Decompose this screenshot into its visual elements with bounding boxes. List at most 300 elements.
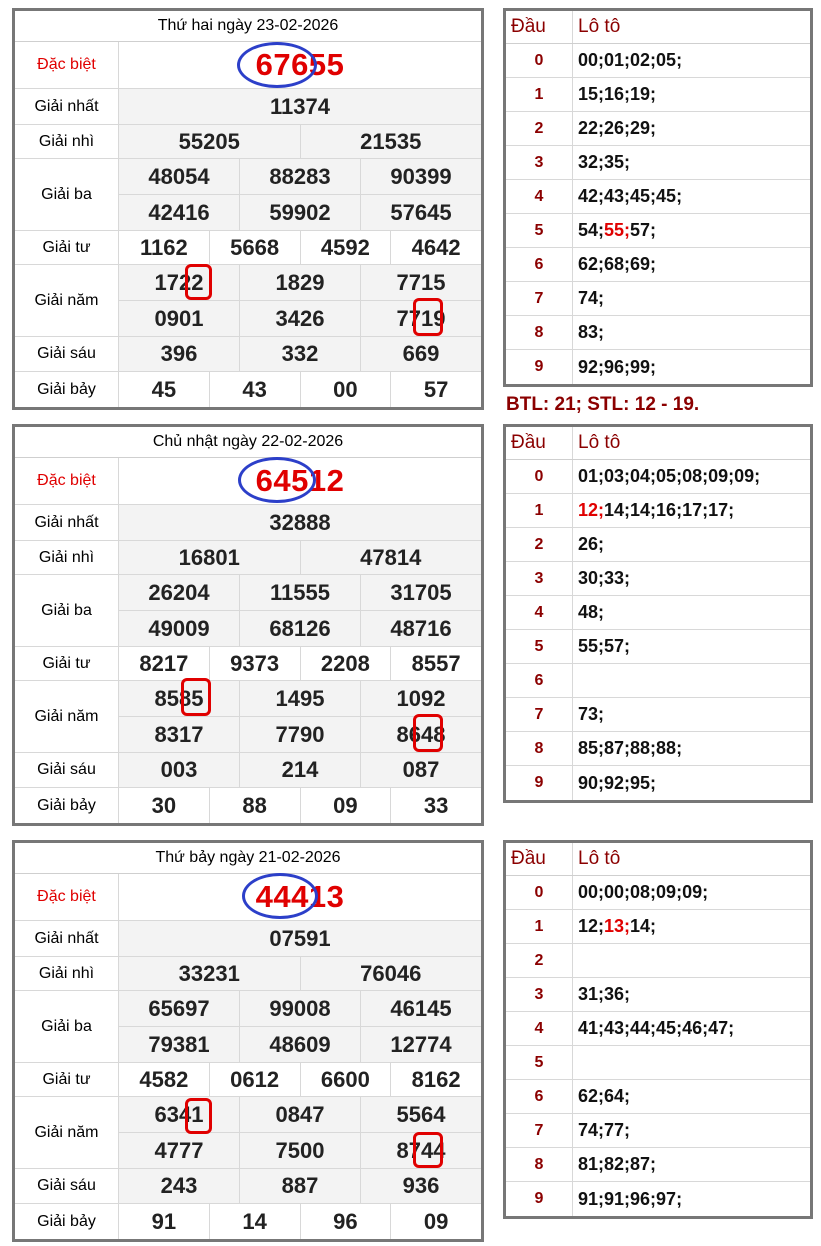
loto-table (503, 840, 813, 1219)
loto-values (573, 78, 810, 111)
prize-label: Giải ba (15, 575, 119, 646)
loto-value: 62; (578, 254, 605, 274)
loto-head-digit: 6 (506, 664, 573, 697)
prize-row-g3 (15, 575, 481, 647)
loto-header-row (506, 11, 810, 44)
loto-row (506, 248, 810, 282)
loto-value: 03; (604, 466, 631, 486)
loto-row (506, 1148, 810, 1182)
loto-value: 19; (630, 84, 657, 104)
prize-row-g1 (15, 921, 481, 957)
loto-values (573, 350, 810, 384)
loto-special-value: 13; (604, 916, 631, 936)
loto-value: 08; (682, 466, 709, 486)
draw-date-title: Thứ hai ngày 23-02-2026 (15, 11, 481, 42)
loto-value: 05; (656, 466, 683, 486)
loto-value: 14; (630, 916, 657, 936)
special-prize-number: 44413 (255, 879, 345, 914)
prize-number: 1495 (239, 681, 360, 716)
loto-row (506, 350, 810, 384)
prize-label: Giải năm (15, 1097, 119, 1168)
loto-value: 09; (656, 882, 683, 902)
loto-row (506, 1012, 810, 1046)
prize-number: 1162 (140, 234, 188, 260)
prize-row-db (15, 458, 481, 505)
prize-label: Đặc biệt (15, 42, 119, 88)
loto-row (506, 732, 810, 766)
prize-values (119, 1169, 481, 1203)
loto-value: 92; (604, 772, 631, 793)
loto-value: 83; (578, 322, 605, 342)
loto-value: 54; (578, 220, 605, 240)
loto-header-dau: Đầu (506, 427, 573, 459)
draw-date-title: Chủ nhật ngày 22-02-2026 (15, 427, 481, 458)
prize-values (119, 1097, 481, 1168)
loto-value: 43; (604, 1018, 631, 1038)
loto-values (573, 1114, 810, 1147)
loto-value: 96; (604, 356, 631, 377)
loto-value: 09; (734, 466, 761, 486)
prize-number: 33 (390, 788, 481, 823)
prize-number: 09 (300, 788, 391, 823)
prize-line (119, 1204, 481, 1239)
draw-date-title: Thứ bảy ngày 21-02-2026 (15, 843, 481, 874)
loto-value: 29; (630, 118, 657, 138)
loto-values (573, 1182, 810, 1216)
loto-value: 32; (578, 152, 605, 172)
loto-special-value: 12; (578, 500, 605, 520)
prize-number: 96 (300, 1204, 391, 1239)
loto-row (506, 1182, 810, 1216)
loto-value: 36; (604, 984, 631, 1004)
loto-value: 00; (578, 882, 605, 902)
prize-label: Giải bảy (15, 788, 119, 823)
loto-head-digit: 7 (506, 698, 573, 731)
loto-values (573, 1046, 810, 1079)
loto-row (506, 78, 810, 112)
loto-value: 90; (578, 772, 605, 793)
loto-value: 35; (604, 152, 631, 172)
loto-row (506, 944, 810, 978)
loto-head-digit: 3 (506, 978, 573, 1011)
prize-number: 26204 (148, 579, 210, 605)
loto-row (506, 44, 810, 78)
prize-number: 9373 (209, 647, 300, 680)
prize-number: 88283 (239, 159, 360, 194)
prize-line (119, 874, 481, 920)
loto-value: 88; (630, 738, 657, 758)
loto-head-digit: 8 (506, 1148, 573, 1181)
prize-label: Đặc biệt (15, 458, 119, 504)
loto-head-digit: 8 (506, 732, 573, 765)
prize-row-db (15, 874, 481, 921)
prize-line (119, 788, 481, 823)
prize-values (119, 957, 481, 990)
loto-row (506, 978, 810, 1012)
loto-value: 00; (604, 882, 631, 902)
loto-value: 85; (578, 738, 605, 758)
loto-head-digit: 5 (506, 1046, 573, 1079)
loto-values (573, 460, 810, 493)
prize-number: 99008 (239, 991, 360, 1026)
loto-table (503, 8, 813, 387)
prize-line (119, 372, 481, 407)
loto-row (506, 910, 810, 944)
loto-value: 73; (578, 704, 605, 724)
loto-value: 95; (630, 772, 657, 793)
prize-values (119, 372, 481, 407)
prize-label: Đặc biệt (15, 874, 119, 920)
prize-number: 4582 (139, 1066, 189, 1092)
loto-value: 91; (578, 1188, 605, 1209)
loto-value: 45; (630, 186, 657, 206)
prize-number: 6600 (300, 1063, 391, 1096)
loto-value: 41; (578, 1018, 605, 1038)
prize-label: Giải tư (15, 231, 119, 264)
loto-value: 45; (656, 1018, 683, 1038)
prize-label: Giải ba (15, 159, 119, 230)
prize-number: 8217 (139, 650, 189, 676)
prize-line (119, 957, 481, 990)
prize-line (119, 265, 481, 300)
prize-number: 49009 (148, 615, 210, 641)
prize-number: 087 (360, 753, 481, 787)
loto-value: 02; (630, 50, 657, 70)
loto-values (573, 1080, 810, 1113)
loto-value: 68; (604, 254, 631, 274)
loto-head-digit: 4 (506, 180, 573, 213)
loto-value: 17; (682, 500, 709, 520)
loto-head-digit: 1 (506, 494, 573, 527)
prize-number: 88 (209, 788, 300, 823)
prize-values (119, 458, 481, 504)
loto-head-digit: 6 (506, 248, 573, 281)
prize-row-g1 (15, 89, 481, 125)
loto-head-digit: 0 (506, 460, 573, 493)
loto-row (506, 146, 810, 180)
prize-label: Giải tư (15, 647, 119, 680)
prize-number: 887 (239, 1169, 360, 1203)
loto-value: 14; (604, 500, 631, 520)
prize-values (119, 1063, 481, 1096)
loto-head-digit: 2 (506, 944, 573, 977)
loto-row (506, 596, 810, 630)
loto-values (573, 732, 810, 765)
loto-row (506, 460, 810, 494)
prize-values (119, 921, 481, 956)
prize-number: 0847 (239, 1097, 360, 1132)
loto-head-digit: 7 (506, 282, 573, 315)
loto-value: 16; (604, 84, 631, 104)
prize-row-g6 (15, 337, 481, 372)
prize-number: 46145 (360, 991, 481, 1026)
loto-values (573, 214, 810, 247)
prize-line (119, 1063, 481, 1096)
loto-value: 12; (578, 916, 605, 936)
loto-values (573, 494, 810, 527)
prize-number: 4642 (390, 231, 481, 264)
prize-row-g3 (15, 159, 481, 231)
loto-value: 26; (578, 534, 605, 554)
prize-label: Giải sáu (15, 1169, 119, 1203)
loto-value: 33; (604, 568, 631, 588)
prize-number: 00 (300, 372, 391, 407)
prize-number: 14 (209, 1204, 300, 1239)
btl-stl-note: BTL: 21; STL: 12 - 19. (506, 394, 700, 415)
loto-head-digit: 9 (506, 766, 573, 800)
loto-value: 92; (578, 356, 605, 377)
loto-value: 05; (656, 50, 683, 70)
loto-row (506, 876, 810, 910)
loto-values (573, 282, 810, 315)
prize-line (119, 42, 481, 88)
prize-line (119, 681, 481, 716)
loto-values (573, 248, 810, 281)
prize-values (119, 159, 481, 230)
loto-values (573, 766, 810, 800)
loto-values (573, 978, 810, 1011)
loto-value: 26; (604, 118, 631, 138)
loto-value: 87; (604, 738, 631, 758)
loto-value: 04; (630, 466, 657, 486)
prize-number: 43 (209, 372, 300, 407)
loto-value: 17; (708, 500, 735, 520)
loto-value: 30; (578, 568, 605, 588)
prize-label: Giải sáu (15, 753, 119, 787)
prize-row-g2 (15, 125, 481, 159)
prize-line (119, 1169, 481, 1203)
prize-label: Giải nhì (15, 541, 119, 574)
prize-number: 59902 (239, 195, 360, 230)
prize-number: 07591 (269, 925, 331, 951)
prize-values (119, 42, 481, 88)
loto-value: 55; (578, 636, 605, 656)
loto-row (506, 180, 810, 214)
prize-values (119, 265, 481, 336)
prize-line (119, 647, 481, 680)
prize-number: 42416 (148, 199, 210, 225)
prize-number: 332 (239, 337, 360, 371)
loto-header-row (506, 843, 810, 876)
loto-head-digit: 6 (506, 1080, 573, 1113)
loto-row (506, 528, 810, 562)
prize-number: 8317 (154, 721, 204, 747)
prize-number: 12774 (360, 1027, 481, 1062)
prize-row-g6 (15, 1169, 481, 1204)
results-table (12, 424, 484, 826)
prize-number: 91 (151, 1208, 177, 1234)
loto-value: 77; (604, 1120, 631, 1140)
loto-value: 09; (682, 882, 709, 902)
prize-number: 47814 (300, 541, 482, 574)
loto-value: 57; (604, 636, 631, 656)
prize-values (119, 874, 481, 920)
prize-number: 68126 (239, 611, 360, 646)
loto-head-digit: 4 (506, 1012, 573, 1045)
prize-number: 48609 (239, 1027, 360, 1062)
loto-head-digit: 3 (506, 146, 573, 179)
prize-line (119, 1132, 481, 1168)
loto-value: 88; (656, 738, 683, 758)
loto-row (506, 112, 810, 146)
loto-row (506, 766, 810, 800)
results-table (12, 840, 484, 1242)
loto-head-digit: 2 (506, 112, 573, 145)
prize-values (119, 505, 481, 540)
prize-number: 7790 (239, 717, 360, 752)
loto-header-loto: Lô tô (578, 848, 621, 869)
prize-row-g4 (15, 647, 481, 681)
prize-label: Giải sáu (15, 337, 119, 371)
prize-number: 214 (239, 753, 360, 787)
prize-values (119, 337, 481, 371)
loto-row (506, 214, 810, 248)
loto-head-digit: 5 (506, 214, 573, 247)
loto-value: 47; (708, 1018, 735, 1038)
special-prize-number: 64512 (255, 463, 345, 498)
loto-value: 01; (578, 466, 605, 486)
prize-line (119, 89, 481, 124)
prize-number: 8557 (390, 647, 481, 680)
loto-value: 64; (604, 1086, 631, 1106)
loto-value: 62; (578, 1086, 605, 1106)
prize-line (119, 991, 481, 1026)
prize-number: 669 (360, 337, 481, 371)
loto-row (506, 630, 810, 664)
loto-values (573, 44, 810, 77)
loto-header-loto: Lô tô (578, 432, 621, 453)
loto-values (573, 562, 810, 595)
prize-number: 4592 (300, 231, 391, 264)
prize-label: Giải nhất (15, 505, 119, 540)
prize-line (119, 716, 481, 752)
prize-number: 09 (390, 1204, 481, 1239)
loto-value: 22; (578, 118, 605, 138)
prize-number: 79381 (148, 1031, 210, 1057)
prize-row-g4 (15, 231, 481, 265)
prize-label: Giải ba (15, 991, 119, 1062)
loto-header-row (506, 427, 810, 460)
prize-line (119, 300, 481, 336)
prize-number: 8585 (154, 685, 204, 711)
loto-value: 14; (630, 500, 657, 520)
prize-number: 33231 (178, 960, 240, 986)
prize-number: 7500 (239, 1133, 360, 1168)
loto-head-digit: 1 (506, 910, 573, 943)
loto-value: 74; (578, 288, 605, 308)
loto-value: 08; (630, 882, 657, 902)
prize-number: 1092 (360, 681, 481, 716)
prize-row-g2 (15, 541, 481, 575)
loto-head-digit: 9 (506, 1182, 573, 1216)
loto-value: 44; (630, 1018, 657, 1038)
loto-values (573, 630, 810, 663)
prize-line (119, 753, 481, 787)
prize-values (119, 89, 481, 124)
prize-number: 55205 (178, 128, 240, 154)
loto-head-digit: 7 (506, 1114, 573, 1147)
prize-row-g5 (15, 681, 481, 753)
loto-values (573, 664, 810, 697)
loto-header-dau: Đầu (506, 11, 573, 43)
loto-head-digit: 1 (506, 78, 573, 111)
prize-number: 30 (151, 792, 177, 818)
prize-number: 90399 (360, 159, 481, 194)
prize-number: 65697 (148, 995, 210, 1021)
prize-number: 0901 (154, 305, 204, 331)
prize-number: 243 (160, 1173, 198, 1198)
loto-value: 99; (630, 356, 657, 377)
special-prize-number: 67655 (255, 47, 345, 82)
prize-line (119, 125, 481, 158)
loto-head-digit: 8 (506, 316, 573, 349)
loto-values (573, 112, 810, 145)
prize-number: 21535 (300, 125, 482, 158)
prize-number: 7715 (360, 265, 481, 300)
prize-number: 48054 (148, 163, 210, 189)
prize-label: Giải nhì (15, 957, 119, 990)
prize-row-g3 (15, 991, 481, 1063)
prize-label: Giải nhì (15, 125, 119, 158)
prize-number: 2208 (300, 647, 391, 680)
loto-head-digit: 0 (506, 44, 573, 77)
prize-number: 1722 (154, 269, 204, 295)
prize-line (119, 921, 481, 956)
loto-value: 15; (578, 84, 605, 104)
prize-number: 16801 (178, 544, 240, 570)
loto-values (573, 944, 810, 977)
loto-value: 87; (630, 1154, 657, 1174)
prize-row-g7 (15, 372, 481, 407)
prize-values (119, 1204, 481, 1239)
prize-number: 3426 (239, 301, 360, 336)
prize-number: 4777 (154, 1137, 204, 1163)
loto-values (573, 1148, 810, 1181)
loto-value: 74; (578, 1120, 605, 1140)
loto-row (506, 698, 810, 732)
results-table (12, 8, 484, 410)
loto-value: 01; (604, 50, 631, 70)
loto-head-digit: 0 (506, 876, 573, 909)
prize-row-g7 (15, 788, 481, 823)
prize-number: 48716 (360, 611, 481, 646)
prize-number: 45 (151, 376, 177, 402)
prize-number: 396 (160, 341, 198, 366)
loto-value: 91; (604, 1188, 631, 1209)
prize-number: 1829 (239, 265, 360, 300)
loto-row (506, 1046, 810, 1080)
loto-values (573, 910, 810, 943)
prize-number: 7719 (360, 301, 481, 336)
prize-row-g5 (15, 265, 481, 337)
loto-values (573, 528, 810, 561)
loto-values (573, 1012, 810, 1045)
loto-row (506, 1114, 810, 1148)
loto-row (506, 664, 810, 698)
prize-label: Giải bảy (15, 372, 119, 407)
prize-number: 5668 (209, 231, 300, 264)
prize-line (119, 541, 481, 574)
loto-header-loto: Lô tô (578, 16, 621, 37)
loto-row (506, 316, 810, 350)
loto-values (573, 596, 810, 629)
prize-row-g2 (15, 957, 481, 991)
loto-head-digit: 2 (506, 528, 573, 561)
prize-line (119, 1097, 481, 1132)
loto-row (506, 562, 810, 596)
loto-value: 57; (630, 220, 657, 240)
loto-head-digit: 4 (506, 596, 573, 629)
